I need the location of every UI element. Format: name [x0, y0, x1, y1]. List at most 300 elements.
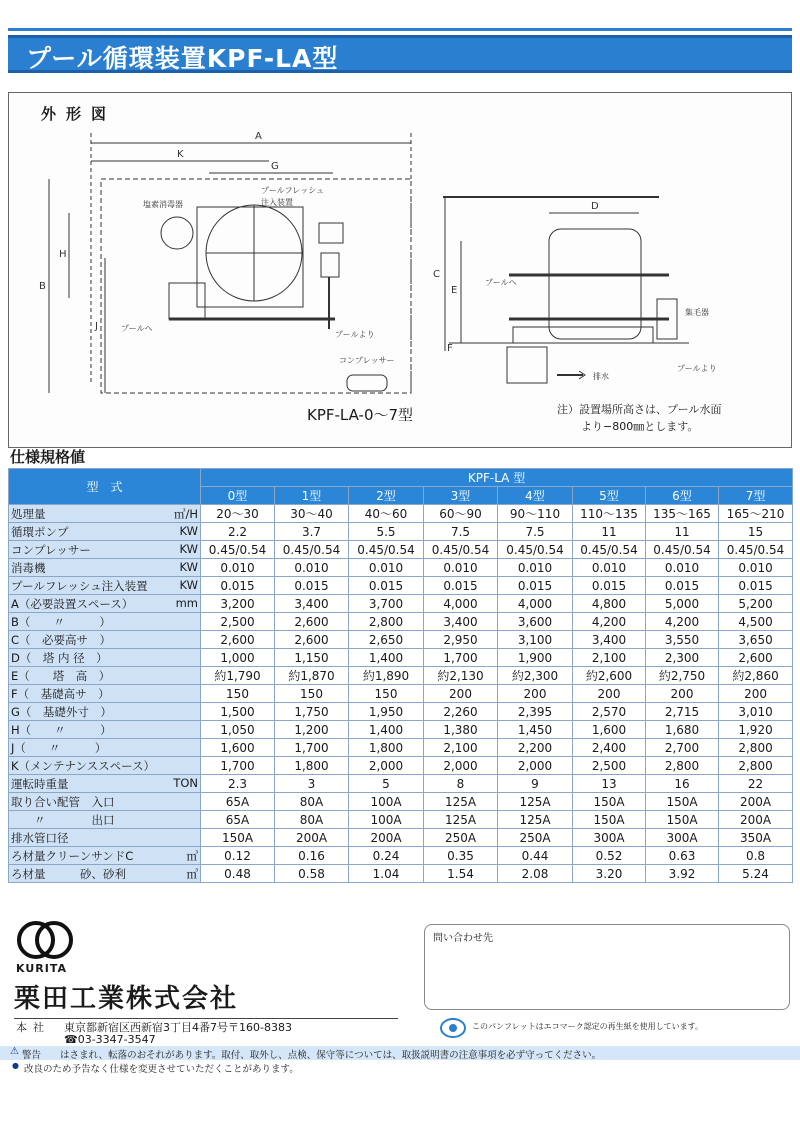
spec-value: 5.24	[719, 865, 793, 883]
spec-value: 125A	[424, 811, 498, 829]
spec-value: 2,200	[498, 739, 573, 757]
spec-value: 0.015	[349, 577, 424, 595]
spec-value: 0.015	[573, 577, 646, 595]
spec-row	[9, 829, 793, 847]
valve-shape	[321, 253, 339, 277]
spec-row-label	[9, 559, 201, 577]
spec-value: 0.010	[275, 559, 349, 577]
series-header: KPF-LA 型	[201, 469, 793, 487]
spec-value: 2,700	[646, 739, 719, 757]
spec-value: 1,400	[349, 721, 424, 739]
spec-row-label	[9, 649, 201, 667]
spec-value: 約2,750	[646, 667, 719, 685]
spec-unit: ㎥	[186, 848, 198, 863]
model-label: KPF-LA-0〜7型	[307, 406, 414, 424]
spec-value: 65A	[201, 811, 275, 829]
spec-value: 2,500	[201, 613, 275, 631]
spec-value: 0.8	[719, 847, 793, 865]
bullet-icon: ●	[12, 1061, 19, 1070]
compressor-shape	[347, 375, 387, 391]
warning-label: 警告	[22, 1050, 42, 1061]
eco-mark-icon	[440, 1018, 466, 1038]
spec-label-text: D（ 塔 内 径 ）	[11, 650, 108, 665]
spec-heading: 仕様規格値	[10, 448, 86, 466]
spec-value: 約1,790	[201, 667, 275, 685]
model-header: 1型	[275, 487, 349, 505]
spec-value: 0.015	[719, 577, 793, 595]
spec-value: 7.5	[424, 523, 498, 541]
spec-row	[9, 577, 793, 595]
spec-value: 9	[498, 775, 573, 793]
spec-value: 3	[275, 775, 349, 793]
dim-label: K	[177, 149, 184, 160]
outline-drawing-svg	[9, 93, 793, 449]
spec-label-text: E（ 塔 高 ）	[11, 668, 111, 683]
spec-value: 3,400	[573, 631, 646, 649]
spec-value: 150	[275, 685, 349, 703]
spec-row	[9, 721, 793, 739]
spec-value: 200A	[719, 793, 793, 811]
spec-value: 2.08	[498, 865, 573, 883]
spec-value: 350A	[719, 829, 793, 847]
spec-value: 1,600	[573, 721, 646, 739]
spec-unit: KW	[179, 559, 198, 574]
chlorine-unit-shape	[161, 217, 193, 249]
spec-value: 1,600	[201, 739, 275, 757]
spec-value: 3.92	[646, 865, 719, 883]
spec-row	[9, 757, 793, 775]
spec-value: 250A	[498, 829, 573, 847]
spec-value: 2,600	[275, 613, 349, 631]
spec-unit: KW	[179, 577, 198, 592]
dim-label: A	[255, 131, 262, 142]
spec-value: 0.45/0.54	[573, 541, 646, 559]
spec-value: 約2,130	[424, 667, 498, 685]
spec-value: 4,000	[424, 595, 498, 613]
spec-table	[8, 468, 793, 883]
spec-value: 0.45/0.54	[646, 541, 719, 559]
spec-value: 2,600	[201, 631, 275, 649]
spec-label-text: B（ 〃 ）	[11, 614, 111, 629]
spec-value: 165〜210	[719, 505, 793, 523]
dim-label: J	[95, 321, 98, 332]
spec-value: 0.58	[275, 865, 349, 883]
spec-value: 2,950	[424, 631, 498, 649]
spec-value: 3.7	[275, 523, 349, 541]
spec-label-text: 処理量	[11, 506, 46, 521]
spec-value: 0.45/0.54	[201, 541, 275, 559]
spec-value: 40〜60	[349, 505, 424, 523]
spec-value: 1,900	[498, 649, 573, 667]
spec-row	[9, 559, 793, 577]
spec-value: 2.2	[201, 523, 275, 541]
spec-row	[9, 649, 793, 667]
spec-unit: TON	[173, 775, 198, 790]
spec-value: 1,800	[349, 739, 424, 757]
spec-value: 150	[201, 685, 275, 703]
spec-value: 100A	[349, 811, 424, 829]
spec-label-text: J（ 〃 ）	[11, 740, 107, 755]
spec-value: 1,500	[201, 703, 275, 721]
spec-value: 100A	[349, 793, 424, 811]
dim-label: F	[447, 343, 453, 354]
drain-pit-shape	[507, 347, 547, 383]
spec-value: 3,550	[646, 631, 719, 649]
title-bar	[8, 35, 792, 73]
spec-label-text: ろ材量クリーンサンドC	[11, 848, 134, 863]
pump-shape	[169, 283, 205, 319]
spec-row-label	[9, 739, 201, 757]
spec-value: 200A	[349, 829, 424, 847]
spec-value: 200	[424, 685, 498, 703]
spec-value: 0.63	[646, 847, 719, 865]
note-line-1: 注）設置場所高さは、プール水面	[557, 403, 722, 416]
spec-value: 110〜135	[573, 505, 646, 523]
company-name: 栗田工業株式会社	[14, 984, 239, 1014]
address: 東京都新宿区西新宿3丁目4番7号〒160-8383	[64, 1021, 292, 1034]
spec-label-text: K（メンテナンススペース）	[11, 758, 156, 773]
spec-value: 2,650	[349, 631, 424, 649]
spec-label-text: 排水管口径	[11, 830, 69, 845]
spec-row-label	[9, 721, 201, 739]
spec-value: 3,700	[349, 595, 424, 613]
fresh-unit-shape	[319, 223, 343, 243]
spec-value: 2,400	[573, 739, 646, 757]
inquiry-label: 問い合わせ先	[433, 933, 493, 944]
spec-unit: KW	[179, 541, 198, 556]
spec-row	[9, 865, 793, 883]
tank-elevation-shape	[549, 229, 641, 339]
spec-value: 5,000	[646, 595, 719, 613]
spec-value: 1,700	[424, 649, 498, 667]
spec-value: 0.015	[275, 577, 349, 595]
spec-change-notice: 改良のため予告なく仕様を変更させていただくことがあります。	[24, 1064, 299, 1075]
spec-value: 80A	[275, 811, 349, 829]
kurita-logo-icon	[16, 918, 74, 962]
spec-label-text: H（ 〃 ）	[11, 722, 112, 737]
spec-value: 約2,860	[719, 667, 793, 685]
spec-value: 200	[719, 685, 793, 703]
spec-label-text: G（ 基礎外寸 ）	[11, 704, 112, 719]
spec-value: 200A	[275, 829, 349, 847]
spec-row-label	[9, 865, 201, 883]
eco-note: このパンフレットはエコマーク認定の再生紙を使用しています。	[472, 1022, 703, 1031]
spec-value: 11	[573, 523, 646, 541]
spec-value: 1,050	[201, 721, 275, 739]
installation-note	[557, 401, 721, 435]
spec-value: 0.45/0.54	[424, 541, 498, 559]
dim-label: C	[433, 269, 440, 280]
spec-value: 2,100	[424, 739, 498, 757]
spec-value: 2,715	[646, 703, 719, 721]
spec-value: 0.45/0.54	[719, 541, 793, 559]
spec-label-text: プールフレッシュ注入装置	[11, 578, 148, 593]
spec-label-text: 取り合い配管 入口	[11, 794, 115, 809]
spec-value: 200	[573, 685, 646, 703]
spec-value: 2,000	[424, 757, 498, 775]
dim-label: B	[39, 281, 46, 292]
spec-row-label	[9, 775, 201, 793]
spec-value: 300A	[573, 829, 646, 847]
spec-value: 3,100	[498, 631, 573, 649]
model-header: 5型	[573, 487, 646, 505]
spec-value: 200A	[719, 811, 793, 829]
spec-row-label	[9, 757, 201, 775]
spec-value: 2,395	[498, 703, 573, 721]
spec-value: 0.35	[424, 847, 498, 865]
spec-value: 0.52	[573, 847, 646, 865]
spec-value: 200	[646, 685, 719, 703]
spec-value: 8	[424, 775, 498, 793]
spec-value: 2,000	[349, 757, 424, 775]
spec-label-text: C（ 必要高サ ）	[11, 632, 112, 647]
foundation-shape	[513, 327, 653, 343]
spec-value: 1,700	[201, 757, 275, 775]
outline-drawing	[8, 92, 792, 448]
spec-value: 1,400	[349, 649, 424, 667]
spec-value: 2,260	[424, 703, 498, 721]
spec-value: 200	[498, 685, 573, 703]
logo-wordmark: KURITA	[16, 962, 67, 975]
spec-row	[9, 775, 793, 793]
spec-value: 2,800	[349, 613, 424, 631]
spec-value: 1,150	[275, 649, 349, 667]
spec-label-text: 運転時重量	[11, 776, 69, 791]
spec-value: 0.45/0.54	[498, 541, 573, 559]
spec-value: 150A	[646, 811, 719, 829]
spec-row	[9, 541, 793, 559]
spec-row-label	[9, 685, 201, 703]
spec-value: 3,010	[719, 703, 793, 721]
spec-value: 4,500	[719, 613, 793, 631]
spec-row-label	[9, 829, 201, 847]
spec-value: 約2,600	[573, 667, 646, 685]
spec-value: 250A	[424, 829, 498, 847]
inquiry-box	[424, 924, 790, 1010]
spec-row	[9, 595, 793, 613]
spec-value: 3,600	[498, 613, 573, 631]
spec-value: 約1,890	[349, 667, 424, 685]
spec-value: 1,000	[201, 649, 275, 667]
spec-value: 2,000	[498, 757, 573, 775]
model-header: 2型	[349, 487, 424, 505]
spec-value: 15	[719, 523, 793, 541]
spec-table-body	[9, 505, 793, 883]
spec-value: 約2,300	[498, 667, 573, 685]
spec-value: 2,800	[719, 739, 793, 757]
spec-value: 125A	[498, 811, 573, 829]
spec-value: 1,700	[275, 739, 349, 757]
spec-row-label	[9, 847, 201, 865]
spec-value: 約1,870	[275, 667, 349, 685]
spec-label-text: コンプレッサー	[11, 542, 91, 557]
spec-value: 0.015	[646, 577, 719, 595]
spec-label-text: F（ 基礎高サ ）	[11, 686, 110, 701]
spec-value: 0.015	[498, 577, 573, 595]
spec-value: 0.015	[201, 577, 275, 595]
spec-value: 0.010	[646, 559, 719, 577]
drain-label: 排水	[593, 372, 609, 381]
spec-value: 150A	[573, 811, 646, 829]
dim-label: G	[271, 161, 279, 172]
spec-value: 125A	[498, 793, 573, 811]
model-header: 3型	[424, 487, 498, 505]
spec-label-text: 消毒機	[11, 560, 46, 575]
spec-value: 65A	[201, 793, 275, 811]
spec-row-label	[9, 703, 201, 721]
spec-value: 2,600	[719, 649, 793, 667]
spec-value: 150A	[573, 793, 646, 811]
spec-value: 0.44	[498, 847, 573, 865]
spec-unit: ㎥	[186, 866, 198, 881]
spec-row	[9, 811, 793, 829]
spec-value: 2,570	[573, 703, 646, 721]
spec-value: 1.54	[424, 865, 498, 883]
spec-value: 150A	[646, 793, 719, 811]
compressor-label: コンプレッサー	[339, 356, 395, 365]
spec-value: 3,400	[275, 595, 349, 613]
spec-value: 0.010	[424, 559, 498, 577]
spec-value: 0.24	[349, 847, 424, 865]
warning-text: はさまれ、転落のおそれがあります。取付、取外し、点検、保守等については、取扱説明書の注意事項を必ず守ってください。	[60, 1050, 602, 1061]
spec-row	[9, 523, 793, 541]
spec-value: 1,920	[719, 721, 793, 739]
spec-value: 7.5	[498, 523, 573, 541]
spec-row-label	[9, 541, 201, 559]
spec-unit: KW	[179, 523, 198, 538]
spec-row-label	[9, 667, 201, 685]
spec-value: 4,800	[573, 595, 646, 613]
spec-row-label	[9, 793, 201, 811]
spec-unit: ㎥/H	[173, 506, 198, 521]
model-header: 0型	[201, 487, 275, 505]
spec-value: 0.010	[201, 559, 275, 577]
spec-value: 1.04	[349, 865, 424, 883]
spec-value: 1,680	[646, 721, 719, 739]
chlorine-label: 塩素消毒器	[143, 200, 183, 209]
fresh-label-2: 注入装置	[261, 198, 293, 207]
spec-value: 3,650	[719, 631, 793, 649]
spec-value: 0.010	[573, 559, 646, 577]
spec-row-label	[9, 631, 201, 649]
spec-value: 2,800	[719, 757, 793, 775]
type-header: 型 式	[9, 469, 201, 505]
fresh-label-1: プールフレッシュ	[261, 186, 325, 195]
spec-value: 2.3	[201, 775, 275, 793]
spec-value: 0.45/0.54	[275, 541, 349, 559]
page-title: プール循環装置KPF-LA型	[26, 44, 339, 73]
drawing-heading: 外形図	[41, 105, 117, 123]
dim-label: E	[451, 285, 458, 296]
spec-value: 300A	[646, 829, 719, 847]
warning-triangle-icon: ⚠	[10, 1046, 19, 1057]
hair-catcher-label: 集毛器	[685, 308, 709, 317]
spec-value: 0.010	[719, 559, 793, 577]
spec-value: 1,800	[275, 757, 349, 775]
address-label: 本社	[16, 1021, 50, 1034]
spec-value: 5	[349, 775, 424, 793]
spec-value: 0.12	[201, 847, 275, 865]
spec-value: 4,200	[573, 613, 646, 631]
spec-value: 20〜30	[201, 505, 275, 523]
spec-value: 30〜40	[275, 505, 349, 523]
spec-value: 2,300	[646, 649, 719, 667]
spec-value: 3.20	[573, 865, 646, 883]
spec-row-label	[9, 811, 201, 829]
model-header: 6型	[646, 487, 719, 505]
to-pool-label-right: プールへ	[485, 278, 517, 287]
spec-row	[9, 739, 793, 757]
spec-row-label	[9, 577, 201, 595]
spec-value: 80A	[275, 793, 349, 811]
spec-value: 4,000	[498, 595, 573, 613]
to-pool-label: プールへ	[121, 324, 153, 333]
spec-value: 0.16	[275, 847, 349, 865]
spec-value: 0.48	[201, 865, 275, 883]
spec-value: 150	[349, 685, 424, 703]
spec-value: 3,200	[201, 595, 275, 613]
spec-row-label	[9, 505, 201, 523]
spec-value: 22	[719, 775, 793, 793]
spec-value: 90〜110	[498, 505, 573, 523]
model-header: 4型	[498, 487, 573, 505]
spec-row-label	[9, 595, 201, 613]
spec-value: 11	[646, 523, 719, 541]
spec-row-label	[9, 523, 201, 541]
spec-value: 0.010	[349, 559, 424, 577]
from-pool-label: プールより	[335, 330, 375, 339]
spec-value: 0.015	[424, 577, 498, 595]
tank-base	[197, 207, 303, 307]
spec-value: 5,200	[719, 595, 793, 613]
title-top-stripe	[8, 28, 792, 31]
spec-row-label	[9, 613, 201, 631]
spec-unit: mm	[175, 595, 198, 610]
spec-value: 60〜90	[424, 505, 498, 523]
spec-value: 0.45/0.54	[349, 541, 424, 559]
spec-row	[9, 685, 793, 703]
spec-row	[9, 793, 793, 811]
spec-value: 1,950	[349, 703, 424, 721]
spec-value: 2,800	[646, 757, 719, 775]
dim-label: H	[59, 249, 67, 260]
spec-value: 1,380	[424, 721, 498, 739]
note-line-2: より−800㎜とします。	[581, 420, 699, 433]
spec-label-text: 〃 出口	[11, 812, 115, 827]
spec-value: 2,100	[573, 649, 646, 667]
spec-row	[9, 847, 793, 865]
spec-label-text: 循環ポンプ	[11, 524, 69, 539]
from-pool-label-right: プールより	[677, 364, 717, 373]
spec-row	[9, 613, 793, 631]
spec-value: 1,450	[498, 721, 573, 739]
dim-label: D	[591, 201, 599, 212]
spec-value: 1,200	[275, 721, 349, 739]
spec-value: 2,500	[573, 757, 646, 775]
spec-row	[9, 631, 793, 649]
spec-value: 150A	[201, 829, 275, 847]
spec-value: 3,400	[424, 613, 498, 631]
model-header: 7型	[719, 487, 793, 505]
spec-value: 125A	[424, 793, 498, 811]
spec-row	[9, 505, 793, 523]
spec-label-text: ろ材量 砂、砂利	[11, 866, 126, 881]
spec-value: 5.5	[349, 523, 424, 541]
spec-value: 2,600	[275, 631, 349, 649]
spec-value: 13	[573, 775, 646, 793]
spec-value: 0.010	[498, 559, 573, 577]
spec-label-text: A（必要設置スペース）	[11, 596, 134, 611]
